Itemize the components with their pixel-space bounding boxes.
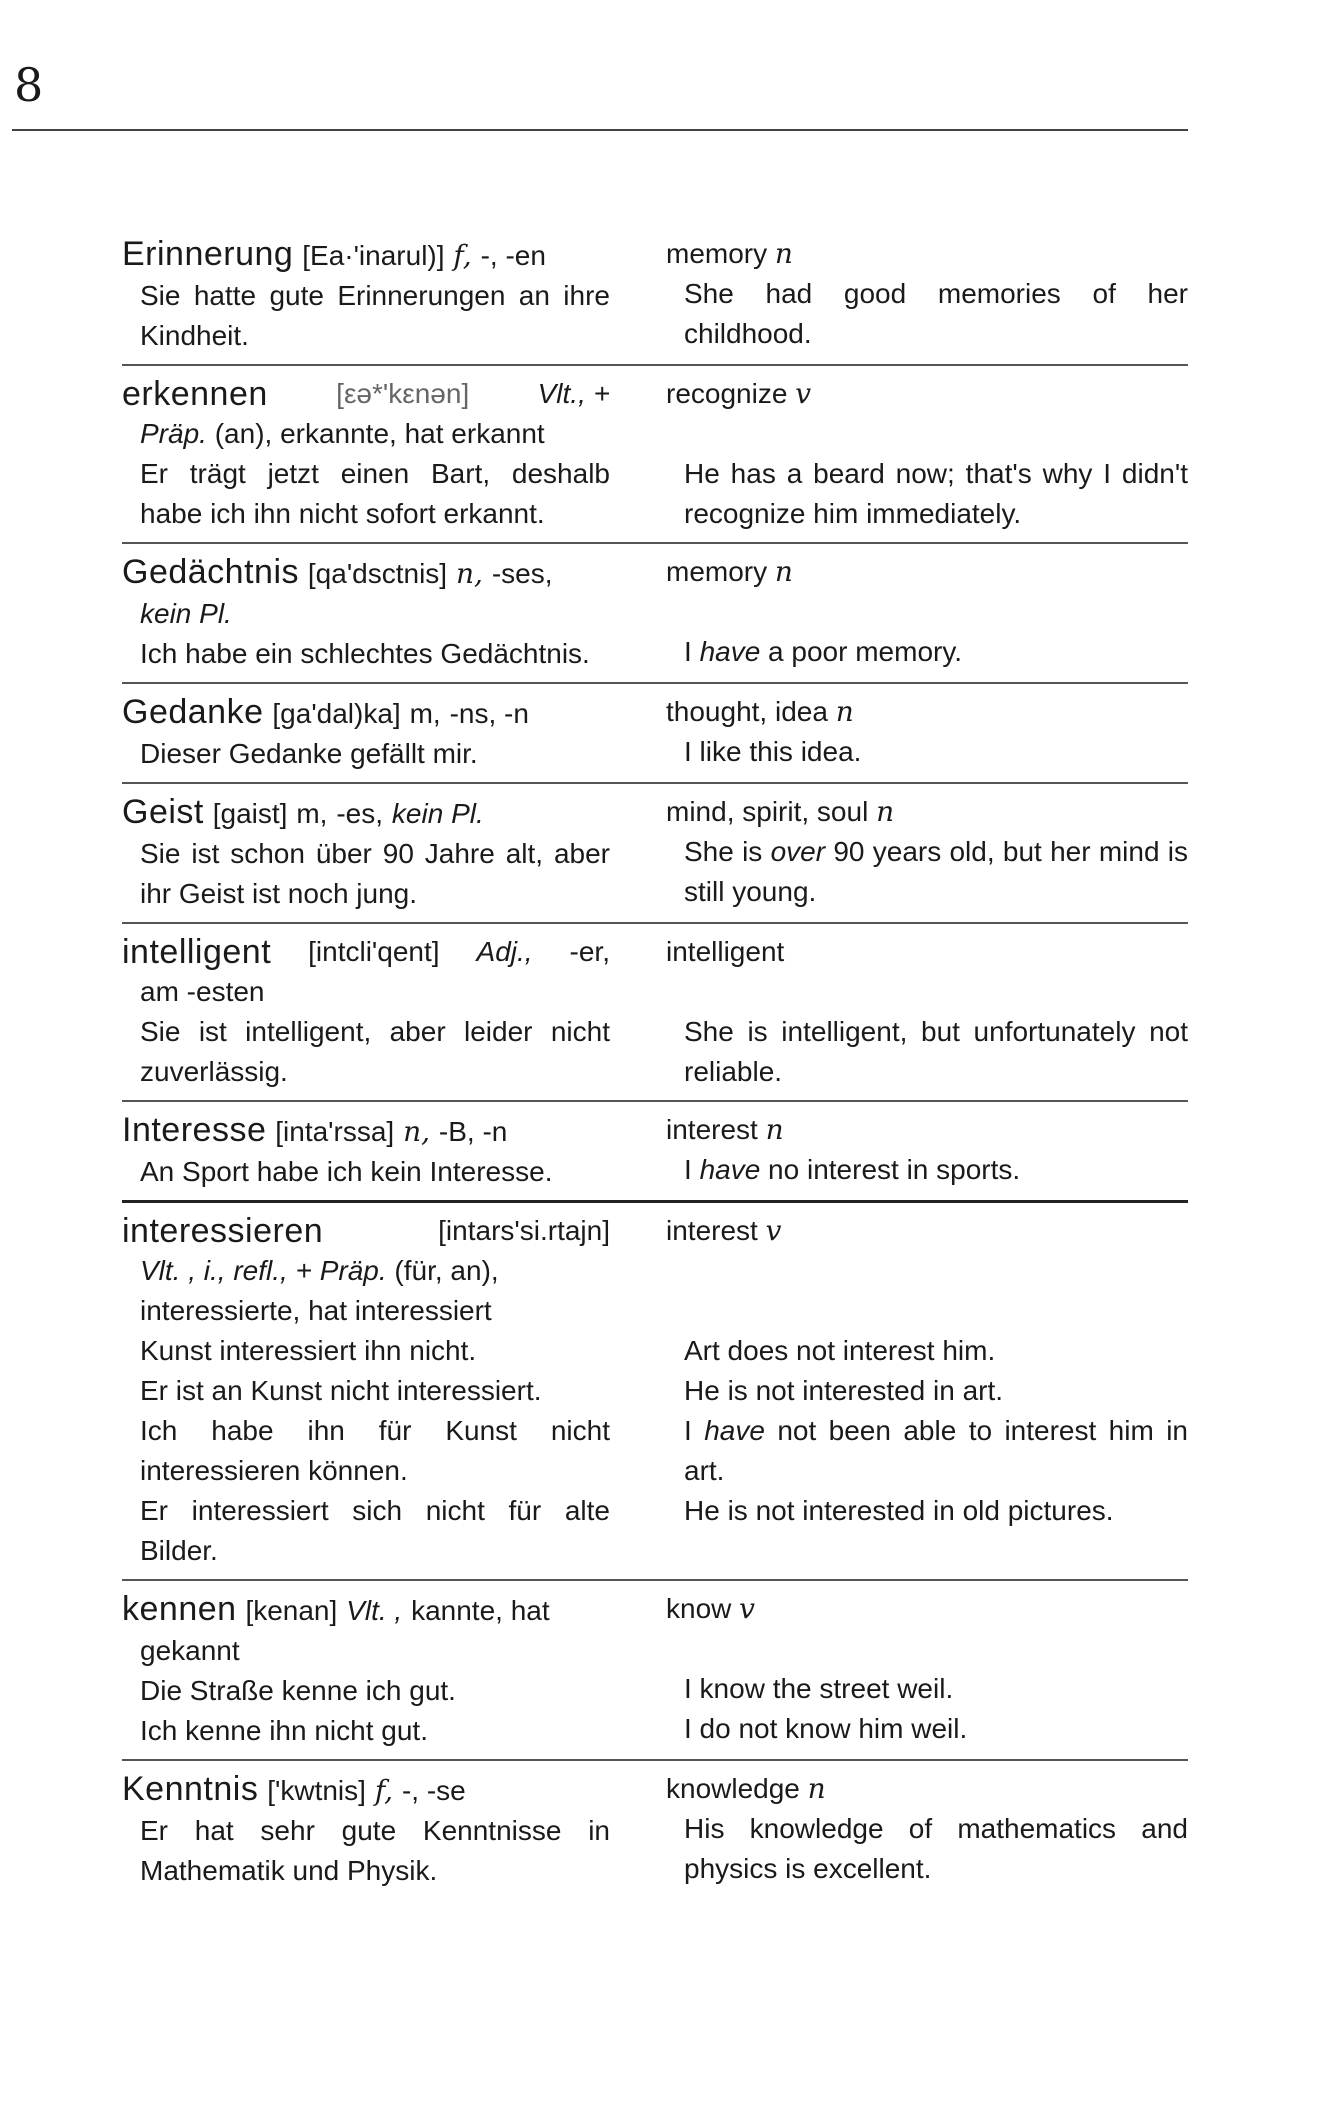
part-of-speech: Adj., — [476, 936, 533, 967]
english-column — [638, 932, 1188, 1092]
german-example: Er interessiert sich nicht für alte Bilder. — [140, 1495, 610, 1566]
pronunciation: ['kwtnis] — [267, 1775, 366, 1806]
inflection-continued: am -esten — [140, 976, 265, 1007]
headword: intelligent — [122, 933, 272, 971]
translation: thought, idea — [666, 696, 828, 727]
translation-pos: n — [774, 555, 793, 588]
german-example: An Sport habe ich kein Interesse. — [140, 1156, 553, 1187]
translation: memory — [666, 238, 768, 269]
english-example: I have a poor memory. — [684, 636, 963, 667]
entry — [122, 1108, 1188, 1203]
entry — [122, 1209, 1188, 1581]
german-column — [122, 1211, 638, 1571]
part-of-speech: m, — [409, 698, 441, 729]
english-example: She had good memories of her childhood. — [684, 278, 1188, 349]
headword: kennen — [122, 1590, 237, 1628]
pronunciation: [εə*'kεnən] — [336, 378, 470, 409]
translation-pos: n — [765, 1113, 784, 1146]
translation-pos: v — [795, 377, 812, 410]
headword: interessieren — [122, 1212, 324, 1250]
german-column — [122, 1589, 638, 1751]
grammar-note: kein Pl. — [391, 798, 484, 829]
german-example: Dieser Gedanke gefällt mir. — [140, 738, 478, 769]
german-example: Er trägt jetzt einen Bart, deshalb habe ich ihn nicht sofort erkannt. — [140, 458, 610, 529]
english-example: She is over 90 years old, but her mind is still young. — [684, 836, 1189, 907]
english-column — [638, 692, 1188, 774]
pronunciation: [qa'dsctnis] — [307, 558, 448, 589]
translation: memory — [666, 556, 768, 587]
pronunciation: [ga'dal)ka] — [272, 698, 401, 729]
inflection-continued: gekannt — [140, 1635, 240, 1666]
german-example: Ich habe ihn für Kunst nicht interessieren können. — [140, 1415, 610, 1486]
german-column — [122, 552, 638, 674]
english-column — [638, 374, 1188, 534]
english-example: Art does not interest him. — [684, 1335, 996, 1366]
entry — [122, 550, 1188, 684]
german-column — [122, 374, 638, 534]
english-example: I have not been able to interest him in art. — [684, 1415, 1188, 1486]
inflection: -es, — [336, 798, 384, 829]
translation: interest — [666, 1114, 758, 1145]
entry — [122, 930, 1188, 1102]
headword: Geist — [122, 793, 204, 831]
headword: Gedächtnis — [122, 553, 299, 591]
german-example: Sie ist intelligent, aber leider nicht zuverlässig. — [140, 1016, 610, 1087]
translation-pos: v — [739, 1592, 755, 1625]
english-example: I do not know him weil. — [684, 1713, 968, 1744]
english-example: He has a beard now; that's why I didn't recognize him immediately. — [684, 458, 1188, 529]
entry — [122, 1767, 1188, 1899]
headword: Erinnerung — [122, 235, 294, 273]
german-example: Sie hatte gute Erinnerungen an ihre Kindheit. — [140, 280, 610, 351]
entry — [122, 1587, 1188, 1761]
entry — [122, 690, 1188, 784]
inflection: -er, — [569, 936, 610, 967]
headword: Gedanke — [122, 693, 264, 731]
translation-pos: v — [765, 1214, 782, 1247]
english-column — [638, 792, 1188, 914]
part-of-speech: f, — [374, 1774, 394, 1807]
german-column — [122, 932, 638, 1092]
entry — [122, 232, 1188, 366]
english-example: I know the street weil. — [684, 1673, 954, 1704]
english-example: I like this idea. — [684, 736, 862, 767]
headword: Kenntnis — [122, 1770, 259, 1808]
german-example: Kunst interessiert ihn nicht. — [140, 1335, 477, 1366]
dictionary-entries — [122, 232, 1188, 1905]
german-column — [122, 692, 638, 774]
pronunciation: [inta'rssa] — [275, 1116, 395, 1147]
german-example: Die Straße kenne ich gut. — [140, 1675, 456, 1706]
english-column — [638, 234, 1188, 356]
english-column — [638, 1769, 1188, 1891]
translation-pos: n — [807, 1772, 826, 1805]
pronunciation: [kenan] — [245, 1595, 338, 1626]
german-example: Ich kenne ihn nicht gut. — [140, 1715, 428, 1746]
header-rule — [12, 129, 1188, 131]
grammar-note: Präp. — [140, 418, 207, 449]
page-number: 8 — [14, 58, 44, 112]
pronunciation: [intcli'qent] — [308, 936, 440, 967]
english-column — [638, 1589, 1188, 1751]
german-column — [122, 792, 638, 914]
pronunciation: [Ea·'inarul)] — [302, 240, 445, 271]
translation: mind, spirit, soul — [666, 796, 869, 827]
translation-pos: n — [774, 237, 793, 270]
english-example: He is not interested in old pictures. — [684, 1495, 1114, 1526]
grammar-note: kein Pl. — [140, 598, 232, 629]
part-of-speech: Vlt. , — [346, 1595, 403, 1626]
german-column — [122, 1769, 638, 1891]
pronunciation: [intars'si.rtajn] — [438, 1215, 610, 1246]
translation: recognize — [666, 378, 788, 409]
part-of-speech: n, — [455, 557, 483, 590]
inflection: -B, -n — [438, 1116, 508, 1147]
english-column — [638, 552, 1188, 674]
pronunciation: [gaist] — [212, 798, 288, 829]
part-of-speech: m, — [296, 798, 328, 829]
translation: intelligent — [666, 936, 785, 967]
translation: interest — [666, 1215, 758, 1246]
english-example: I have no interest in sports. — [684, 1154, 1021, 1185]
english-example: He is not interested in art. — [684, 1375, 1004, 1406]
german-column — [122, 1110, 638, 1192]
translation: know — [666, 1593, 732, 1624]
headword: erkennen — [122, 375, 268, 413]
german-example: Er hat sehr gute Kenntnisse in Mathematik und Physik. — [140, 1815, 610, 1886]
inflection: -ns, -n — [449, 698, 529, 729]
translation-pos: n — [835, 695, 854, 728]
english-column — [638, 1211, 1188, 1571]
part-of-speech: Vlt., + — [537, 378, 610, 409]
inflection: -ses, — [491, 558, 553, 589]
german-example: Sie ist schon über 90 Jahre alt, aber ihr Geist ist noch jung. — [140, 838, 610, 909]
english-example: His knowledge of mathematics and physics is excellent. — [684, 1813, 1188, 1884]
english-column — [638, 1110, 1188, 1192]
german-example: Er ist an Kunst nicht interessiert. — [140, 1375, 542, 1406]
part-of-speech: f, — [453, 239, 472, 272]
inflection: -, -se — [401, 1775, 466, 1806]
translation-pos: n — [876, 795, 895, 828]
inflection: -, -en — [480, 240, 546, 271]
entry — [122, 790, 1188, 924]
part-of-speech: n, — [403, 1115, 431, 1148]
inflection: (an), erkannte, hat erkannt — [214, 418, 545, 449]
german-example: Ich habe ein schlechtes Gedächtnis. — [140, 638, 590, 669]
grammar-note: Vlt. , i., refl., + Präp. — [140, 1255, 387, 1286]
translation: knowledge — [666, 1773, 800, 1804]
inflection: (für, an), interessierte, hat interessiert — [140, 1255, 499, 1326]
german-column — [122, 234, 638, 356]
inflection: kannte, hat — [411, 1595, 550, 1626]
english-example: She is intelligent, but unfortunately not reliable. — [684, 1016, 1188, 1087]
headword: Interesse — [122, 1111, 267, 1149]
entry — [122, 372, 1188, 544]
